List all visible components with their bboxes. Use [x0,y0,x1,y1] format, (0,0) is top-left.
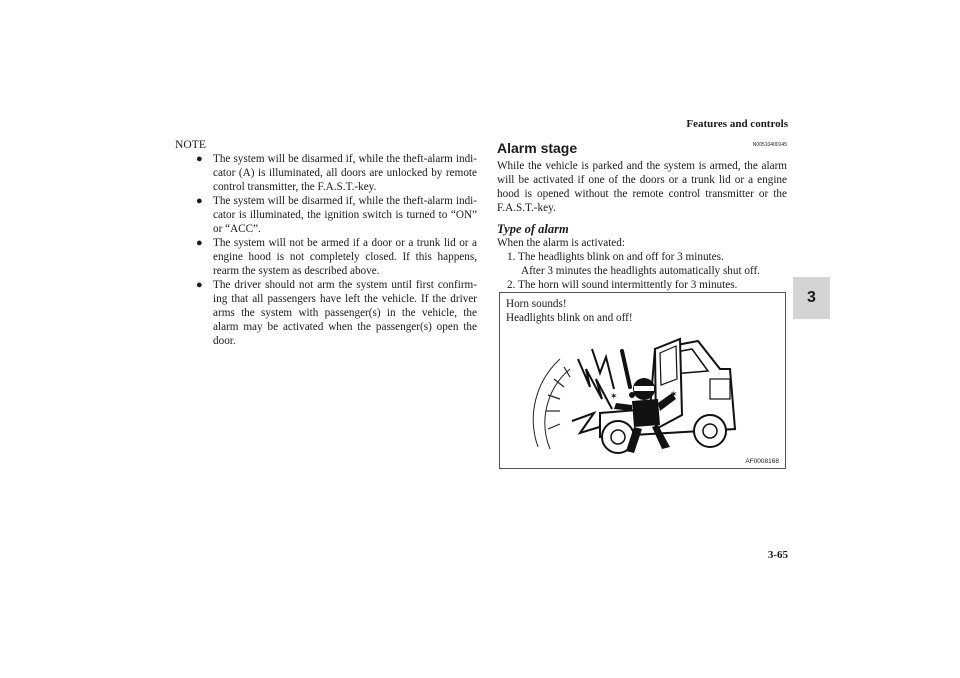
type-of-alarm-heading: Type of alarm [497,222,569,236]
note-list [175,152,477,348]
header-title: Features and controls [686,118,788,130]
figure-caption: Horn sounds! Headlights blink on and off! [506,298,633,324]
section-code: N00510400145 [752,142,787,148]
step-item: 1. The headlights blink on and off for 3 minutes. After 3 minutes the headlights automatically shut off. [497,250,787,278]
note-item: ● The system will not be armed if a door or a trunk lid or a engine hood is not completely closed. If this happens, rearm the system as described above. [196,237,477,277]
bullet-icon: ● [196,153,203,165]
note-label: NOTE [175,138,206,151]
note-section [175,138,477,348]
note-item: ● The system will be disarmed if, while the theft-alarm indi-cator (A) is illuminated, all doors are unlocked by remote control transmitter, the F.A.S.T.-key. [196,153,477,193]
svg-text:✶: ✶ [670,390,678,400]
alarm-stage-paragraph: While the vehicle is parked and the system is armed, the alarm will be activated if one of the doors or a trunk lid or a engine hood is opened without the remote control transmitter or the F.A.S.T.-key. [497,160,787,214]
figure-code: AF0008168 [745,458,779,465]
thief-car-illustration [530,329,760,459]
step-detail: After 3 minutes the headlights automatically shut off. [521,265,761,277]
svg-text:✶: ✶ [610,392,618,402]
alarm-stage-section [497,138,787,292]
bullet-icon: ● [196,279,203,291]
section-heading [497,138,787,155]
chapter-tab: 3 [793,277,830,319]
step-item: 2. The horn will sound intermittently for 3 minutes. [507,279,738,291]
note-item: ● The driver should not arm the system until first confirm-ing that all passengers have left the vehicle. If the driver arms the system with passenger(s) in the vehicle, the alarm may be activated when the passenger(s) open the door. [196,279,477,347]
alarm-steps [497,250,787,292]
alarm-intro: When the alarm is activated: [497,237,625,249]
bullet-icon: ● [196,237,203,249]
alarm-stage-title: Alarm stage [497,140,578,156]
page-number: 3-65 [767,549,788,561]
bullet-icon: ● [196,195,203,207]
alarm-figure [499,292,786,469]
note-item: ● The system will be disarmed if, while the theft-alarm indi-cator is illuminated, the ignition switch is turned to “ON” or “ACC”. [196,195,477,235]
